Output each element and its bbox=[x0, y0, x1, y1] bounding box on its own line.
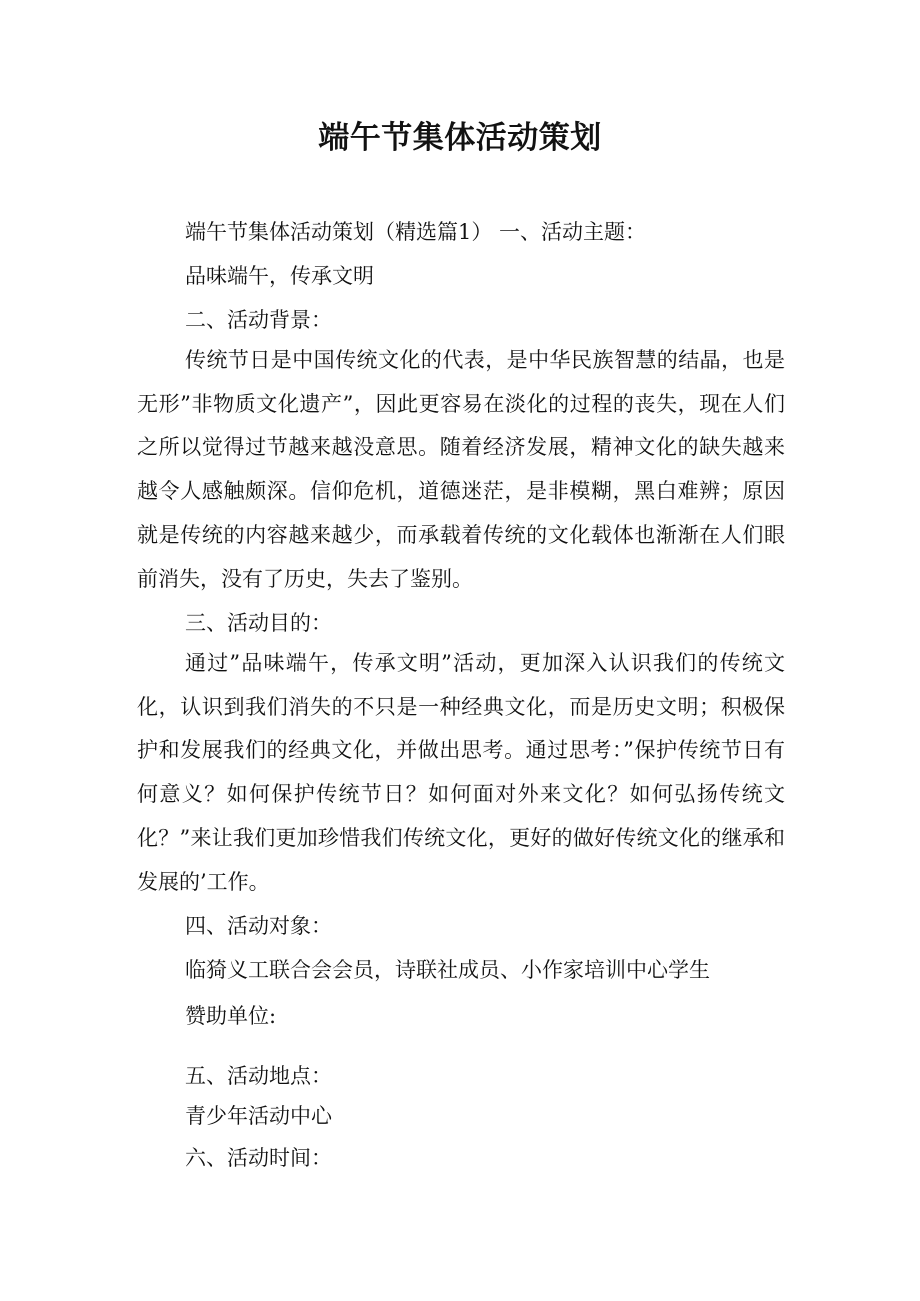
document-title: 端午节集体活动策划 bbox=[318, 120, 602, 156]
section-4-heading: 四、活动对象： bbox=[185, 914, 332, 938]
intro-line: 端午节集体活动策划（精选篇1） 一、活动主题： bbox=[185, 220, 647, 244]
theme-text: 品味端午，传承文明 bbox=[185, 264, 374, 288]
section-4-text: 临猗义工联合会会员，诗联社成员、小作家培训中心学生 bbox=[185, 958, 710, 982]
sponsor-label: 赞助单位: bbox=[185, 1004, 277, 1028]
section-2-heading: 二、活动背景： bbox=[185, 308, 332, 332]
section-3-heading: 三、活动目的： bbox=[185, 611, 332, 635]
section-5-heading: 五、活动地点： bbox=[185, 1064, 332, 1088]
section-6-heading: 六、活动时间： bbox=[185, 1146, 332, 1170]
section-3-paragraph: 通过”品味端午，传承文明”活动，更加深入认识我们的传统文化，认识到我们消失的不只是一种经典文化，而是历史文明；积极保护和发展我们的经典文化，并做出思考。通过思考：”保护传统节日有何意义？如何保护传统节日？如何面对外来文化？如何弘扬传统文化？”来让我们更加珍惜我们传统文化，更好的做好传统文化的继承和发展的’工作。 bbox=[137, 651, 785, 894]
section-5-text: 青少年活动中心 bbox=[185, 1104, 332, 1128]
section-2-paragraph: 传统节日是中国传统文化的代表，是中华民族智慧的结晶，也是无形”非物质文化遗产”，因此更容易在淡化的过程的丧失，现在人们之所以觉得过节越来越没意思。随着经济发展，精神文化的缺失越来越令人感触颇深。信仰危机，道德迷茫，是非模糊，黑白难辨；原因就是传统的内容越来越少，而承载着传统的文化载体也渐渐在人们眼前消失，没有了历史，失去了鉴别。 bbox=[137, 348, 785, 591]
